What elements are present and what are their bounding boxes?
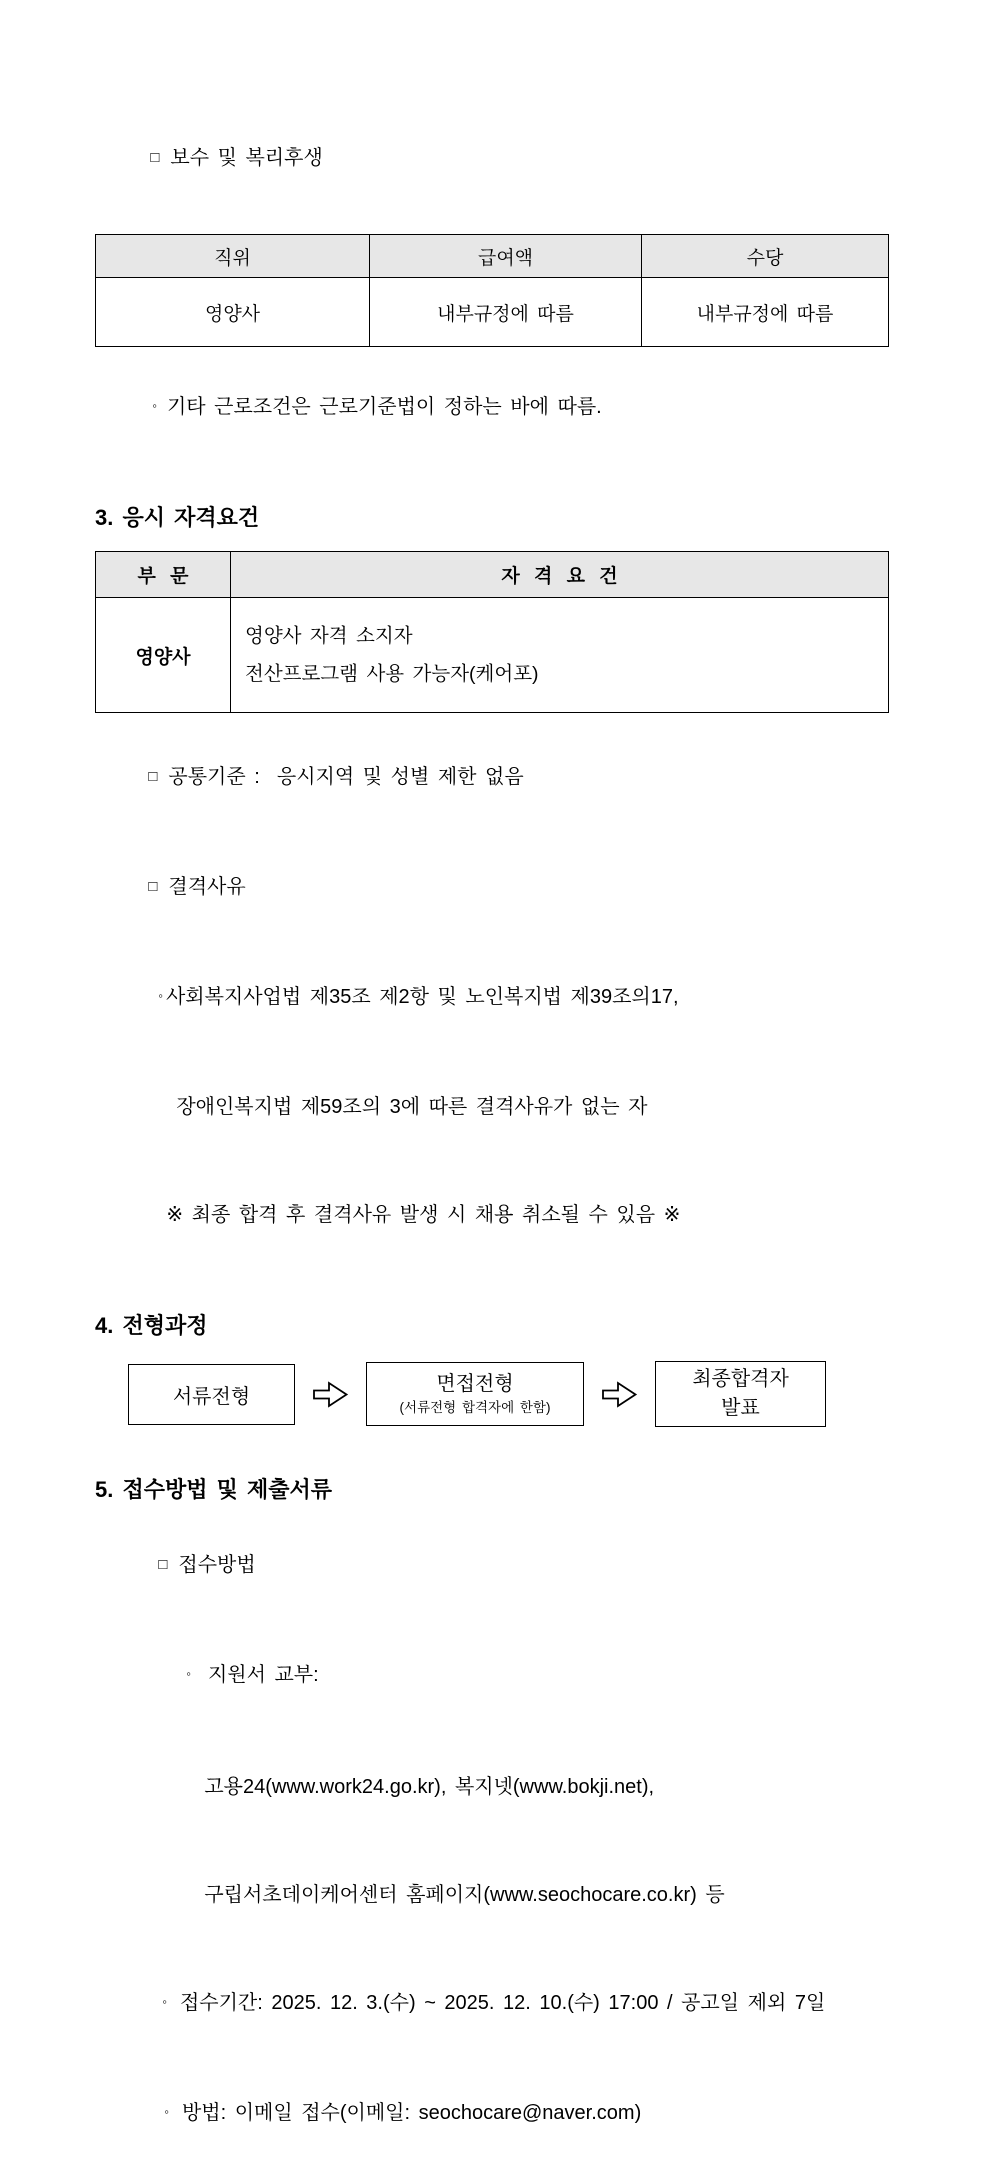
flow-arrow-icon — [312, 1379, 349, 1410]
disqualification-warning-line — [115, 1161, 895, 1269]
compensation-title-line — [99, 104, 895, 214]
header-cell-position: 직위 — [96, 235, 370, 278]
disqualification-title-label: 결격사유 — [168, 876, 246, 898]
square-bullet-icon: □ — [150, 149, 160, 166]
header-cell-salary: 급여액 — [370, 235, 642, 278]
common-criteria-line — [97, 723, 895, 833]
square-bullet-icon: □ — [148, 768, 158, 785]
cell-requirements-value — [231, 598, 889, 713]
flow-step-1-label: 서류전형 — [172, 1385, 251, 1408]
application-method-title-line — [107, 1511, 895, 1621]
disqualification-warning-label: ※ 최종 합격 후 결격사유 발생 시 채용 취소될 수 있음 ※ — [166, 1204, 681, 1226]
header-cell-allowance: 수당 — [642, 235, 889, 278]
disqualification-law-line-2 — [125, 1053, 895, 1161]
compensation-note-label: 기타 근로조건은 근로기준법이 정하는 바에 따름. — [166, 396, 602, 418]
requirement-line-2: 전산프로그램 사용 가능자(케어포) — [245, 663, 539, 685]
disqualification-title-line — [97, 833, 895, 943]
qualification-table-header-row — [96, 552, 889, 598]
application-period-line — [111, 1949, 895, 2059]
requirement-line-1: 영양사 자격 소지자 — [245, 625, 413, 647]
flow-step-final-announcement — [655, 1361, 826, 1427]
flow-step-3-label-line-1: 최종합격자 — [692, 1368, 789, 1390]
circle-bullet-icon: ◦ — [158, 988, 163, 1003]
square-bullet-icon: □ — [148, 878, 158, 895]
application-distribution-sites-line-2 — [153, 1841, 895, 1949]
disqualification-law-label-2: 장애인복지법 제59조의 3에 따른 결격사유가 없는 자 — [176, 1096, 648, 1118]
application-heading: 5. 접수방법 및 제출서류 — [95, 1477, 332, 1502]
qualification-table-row — [96, 598, 889, 713]
cell-allowance-value: 내부규정에 따름 — [642, 278, 889, 347]
application-distribution-sites-label-1: 고용24(www.work24.go.kr), 복지넷(www.bokji.net), — [204, 1776, 655, 1798]
disqualification-law-line-1 — [107, 943, 895, 1053]
application-distribution-label: 지원서 교부: — [207, 1664, 319, 1686]
process-flow-diagram — [128, 1361, 895, 1427]
compensation-table-row — [96, 278, 889, 347]
flow-arrow-icon — [601, 1379, 638, 1410]
cell-salary-value: 내부규정에 따름 — [370, 278, 642, 347]
header-cell-requirements: 자 격 요 건 — [231, 552, 889, 598]
cell-category-value: 영양사 — [96, 598, 231, 713]
qualification-heading: 3. 응시 자격요건 — [95, 505, 260, 530]
circle-bullet-icon: ◦ — [164, 2104, 169, 2119]
application-period-label: 접수기간: 2025. 12. 3.(수) ~ 2025. 12. 10.(수) 17:00 / 공고일 제외 7일 — [179, 1992, 826, 2014]
square-bullet-icon: □ — [158, 1556, 168, 1573]
circle-bullet-icon: ◦ — [162, 1994, 167, 2009]
circle-bullet-icon: ◦ — [152, 398, 157, 413]
compensation-table — [95, 234, 889, 347]
application-distribution-sites-line-1 — [153, 1733, 895, 1841]
disqualification-law-label-1: 사회복지사업법 제35조 제2항 및 노인복지법 제39조의17, — [165, 986, 679, 1008]
header-cell-category: 부 문 — [96, 552, 231, 598]
flow-step-3-label-line-2: 발표 — [721, 1397, 760, 1419]
flow-step-interview — [366, 1362, 584, 1426]
process-heading: 4. 전형과정 — [95, 1313, 208, 1338]
application-email-label: 방법: 이메일 접수(이메일: seochocare@naver.com) — [181, 2102, 642, 2124]
flow-step-2-label: 면접전형 — [436, 1373, 514, 1395]
compensation-title-label: 보수 및 복리후생 — [170, 147, 323, 169]
flow-step-document-screening — [128, 1364, 295, 1425]
common-criteria-label: 공통기준 : 응시지역 및 성별 제한 없음 — [168, 766, 524, 788]
compensation-table-header-row — [96, 235, 889, 278]
application-distribution-line — [135, 1621, 895, 1731]
cell-position-value: 영양사 — [96, 278, 370, 347]
circle-bullet-icon: ◦ — [186, 1666, 191, 1681]
compensation-note-line — [101, 353, 895, 463]
document-content — [95, 104, 895, 2169]
flow-step-2-sublabel: (서류전형 합격자에 한함) — [399, 1400, 551, 1415]
application-method-title-label: 접수방법 — [178, 1554, 256, 1576]
qualification-table — [95, 551, 889, 713]
application-email-line — [113, 2059, 895, 2169]
application-distribution-sites-label-2: 구립서초데이케어센터 홈페이지(www.seochocare.co.kr) 등 — [204, 1884, 725, 1906]
